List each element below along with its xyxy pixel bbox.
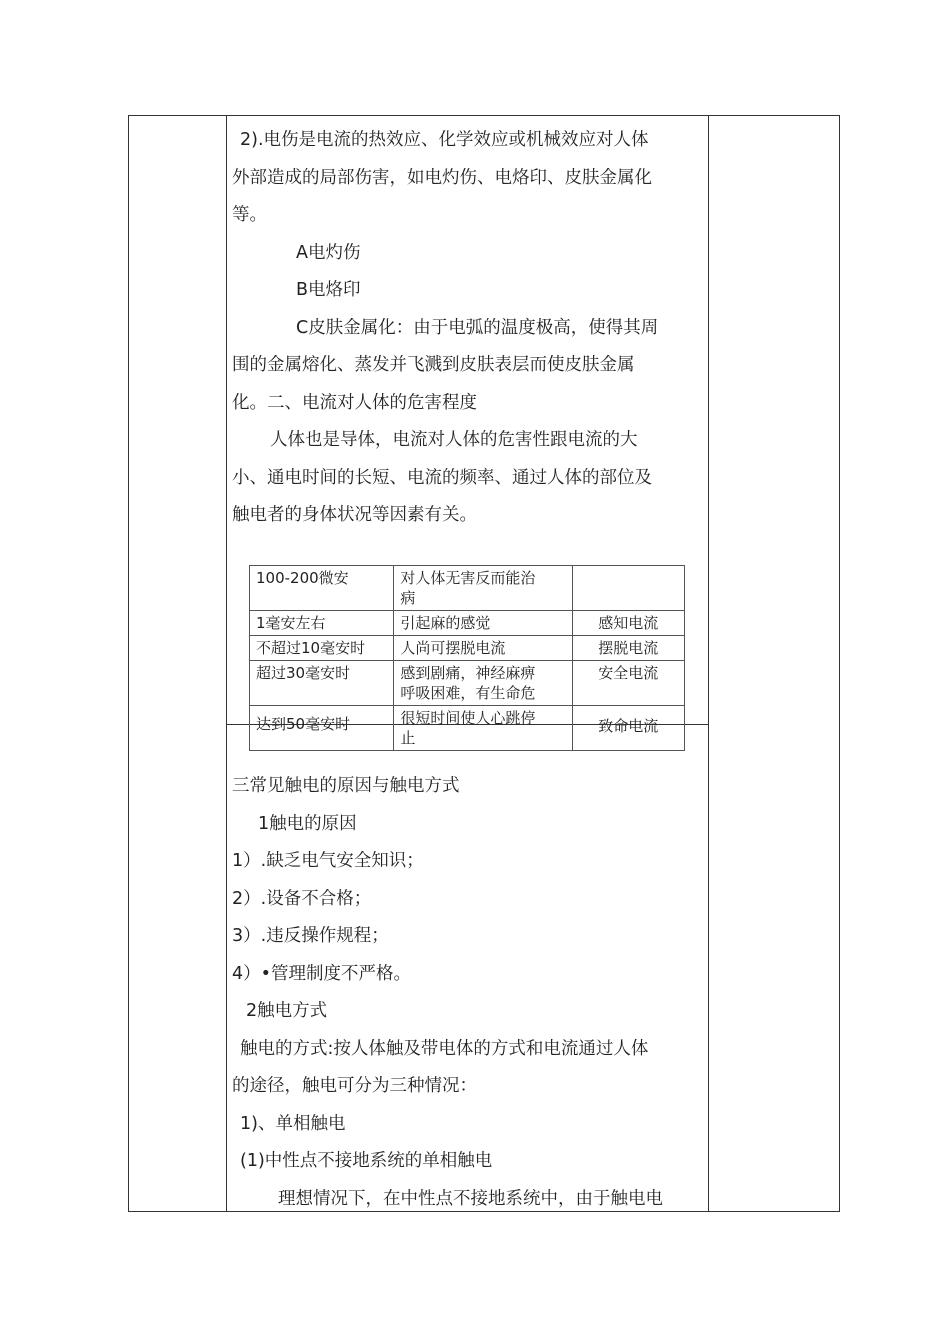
list-item: B电烙印 bbox=[296, 280, 361, 300]
paragraph-line: 2).电伤是电流的热效应、化学效应或机械效应对人体 bbox=[240, 130, 649, 150]
list-item: 2）.设备不合格； bbox=[232, 888, 372, 909]
type-cell: 感知电流 bbox=[572, 611, 684, 636]
column-divider-right bbox=[708, 115, 709, 1212]
paragraph-line: 触电者的身体状况等因素有关。 bbox=[232, 505, 477, 525]
effect-cell: 对人体无害反而能治 病 bbox=[394, 566, 572, 611]
current-cell: 超过30毫安时 bbox=[250, 661, 394, 706]
effect-cell: 很短时间使人心跳停 止 bbox=[394, 706, 572, 751]
current-cell: 100-200微安 bbox=[250, 566, 394, 611]
table-row bbox=[250, 611, 685, 636]
effect-cell: 引起麻的感觉 bbox=[394, 611, 572, 636]
column-divider-left bbox=[226, 115, 227, 1212]
section-heading: 化。二、电流对人体的危害程度 bbox=[232, 392, 477, 413]
section-shock-causes bbox=[232, 768, 704, 1218]
paragraph-line: 人体也是导体，电流对人体的危害性跟电流的大 bbox=[270, 430, 638, 450]
list-item: 4）•管理制度不严格。 bbox=[232, 963, 411, 984]
current-cell: 不超过10毫安时 bbox=[250, 636, 394, 661]
list-item: A电灼伤 bbox=[296, 242, 361, 263]
sub-heading: 2触电方式 bbox=[246, 1001, 328, 1021]
paragraph-line: 围的金属熔化、蒸发并飞溅到皮肤表层而使皮肤金属 bbox=[232, 355, 635, 375]
section-electric-injury bbox=[232, 122, 704, 535]
table-row bbox=[250, 566, 685, 611]
type-cell bbox=[572, 566, 684, 611]
effect-cell: 人尚可摆脱电流 bbox=[394, 636, 572, 661]
section-heading: 三常见触电的原因与触电方式 bbox=[232, 776, 460, 796]
current-cell: 达到50毫安时 bbox=[250, 706, 394, 751]
paragraph-line: 理想情况下，在中性点不接地系统中，由于触电电 bbox=[278, 1188, 663, 1209]
type-cell: 摆脱电流 bbox=[572, 636, 684, 661]
paragraph-line: 小、通电时间的长短、电流的频率、通过人体的部位及 bbox=[232, 467, 652, 488]
table-row bbox=[250, 636, 685, 661]
sub-heading: (1)中性点不接地系统的单相触电 bbox=[240, 1151, 493, 1171]
effect-cell: 感到剧痛，神经麻痹 呼吸困难，有生命危 bbox=[394, 661, 572, 706]
sub-heading: 1)、单相触电 bbox=[240, 1113, 346, 1134]
table-row bbox=[250, 706, 685, 751]
sub-heading: 1触电的原因 bbox=[258, 813, 357, 834]
list-item: C皮肤金属化：由于电弧的温度极高，使得其周 bbox=[296, 317, 659, 338]
current-cell: 1毫安左右 bbox=[250, 611, 394, 636]
paragraph-line: 的途径，触电可分为三种情况： bbox=[232, 1076, 477, 1096]
list-item: 3）.违反操作规程； bbox=[232, 926, 389, 946]
paragraph-line: 等。 bbox=[232, 205, 267, 225]
paragraph-line: 触电的方式:按人体触及带电体的方式和电流通过人体 bbox=[240, 1038, 649, 1059]
list-item: 1）.缺乏电气安全知识； bbox=[232, 851, 424, 871]
paragraph-line: 外部造成的局部伤害，如电灼伤、电烙印、皮肤金属化 bbox=[232, 167, 652, 188]
type-cell: 安全电流 bbox=[572, 661, 684, 706]
current-effects-table bbox=[249, 565, 685, 747]
table-row bbox=[250, 661, 685, 706]
type-cell: 致命电流 bbox=[572, 706, 684, 751]
